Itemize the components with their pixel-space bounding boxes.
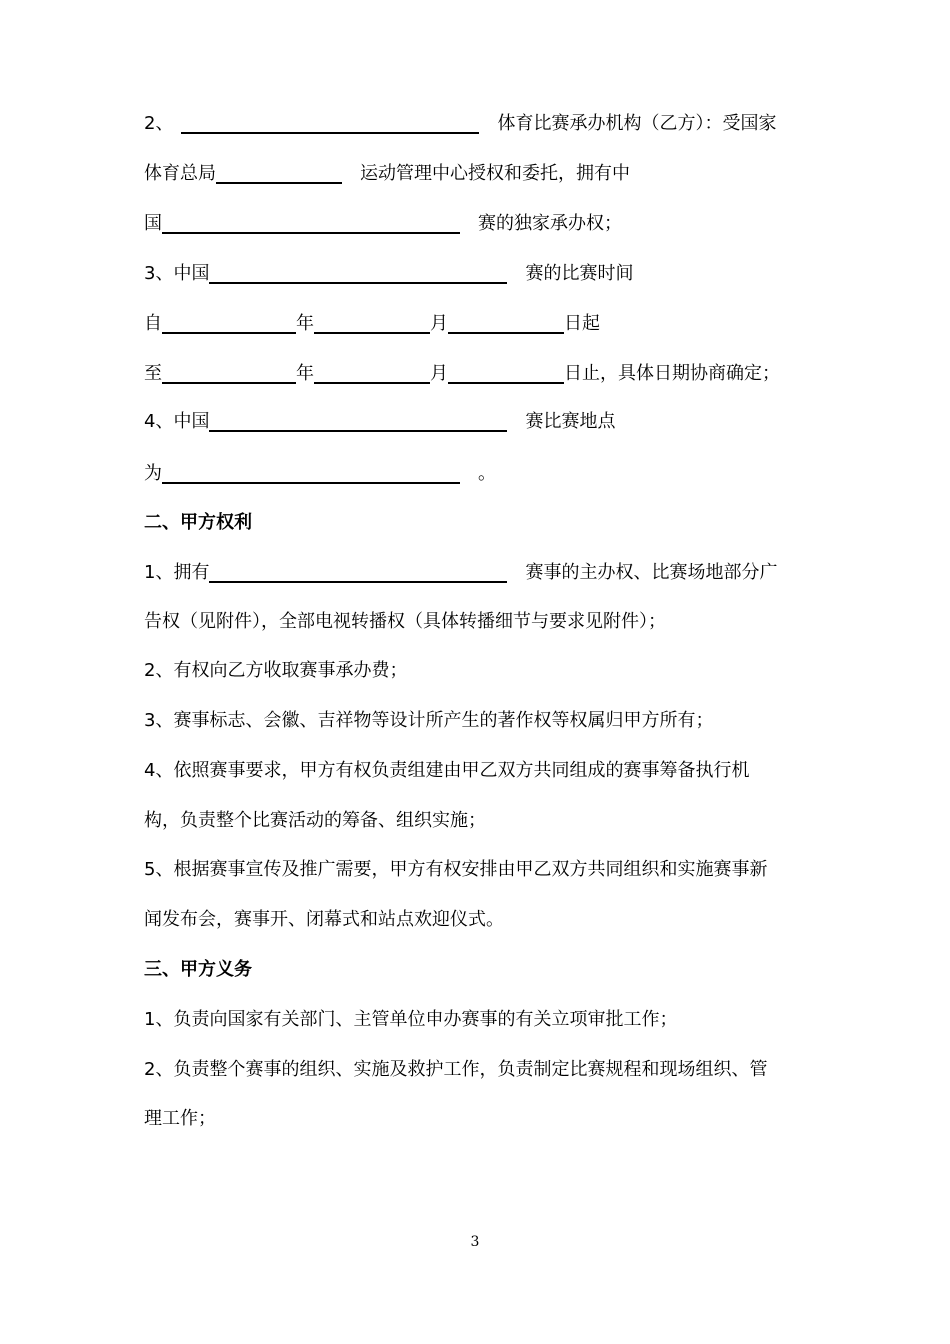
clause-4-line-2: [144, 462, 496, 486]
clause-text: 。: [478, 463, 496, 484]
clause-text: 赛的独家承办权；: [478, 213, 622, 234]
section-heading-party-a-rights: 二、甲方权利: [144, 512, 252, 533]
day-blank[interactable]: [448, 366, 564, 384]
clause-2-line-3: [144, 212, 622, 236]
clause-text: 1、拥有: [144, 562, 210, 583]
clause-text: 赛事的主办权、比赛场地部分广: [525, 562, 778, 583]
rights-item-3: 3、赛事标志、会徽、吉祥物等设计所产生的著作权等权属归甲方所有；: [144, 710, 714, 731]
clause-text: 至: [144, 363, 162, 384]
section-heading-party-a-obligations: 三、甲方义务: [144, 959, 252, 980]
clause-text: 4、中国: [144, 411, 210, 432]
clause-2-line-1: [144, 112, 776, 136]
fill-blank[interactable]: [162, 466, 460, 484]
rights-item-5-line-1: 5、根据赛事宣传及推广需要，甲方有权安排由甲乙双方共同组织和实施赛事新: [144, 859, 768, 880]
rights-item-5-line-2: 闻发布会，赛事开、闭幕式和站点欢迎仪式。: [144, 909, 504, 930]
year-label: 年: [296, 363, 314, 384]
obligations-item-2-line-2: 理工作；: [144, 1108, 216, 1129]
day-blank[interactable]: [448, 316, 564, 334]
clause-text: 体育比赛承办机构（乙方）：受国家: [497, 113, 777, 134]
month-blank[interactable]: [314, 366, 430, 384]
clause-3-line-1: [144, 262, 633, 286]
rights-item-1-line-1: [144, 561, 777, 585]
obligations-item-2-line-1: 2、负责整个赛事的组织、实施及救护工作，负责制定比赛规程和现场组织、管: [144, 1059, 768, 1080]
fill-blank[interactable]: [209, 565, 507, 583]
fill-blank[interactable]: [209, 266, 507, 284]
clause-text: 体育总局: [144, 163, 216, 184]
clause-2-line-2: [144, 162, 630, 186]
clause-4-line-1: [144, 410, 615, 434]
clause-number: 2、: [144, 113, 174, 134]
month-blank[interactable]: [314, 316, 430, 334]
fill-blank[interactable]: [216, 166, 342, 184]
page-number: 3: [470, 1234, 480, 1250]
clause-text: 为: [144, 463, 162, 484]
year-blank[interactable]: [162, 366, 296, 384]
clause-3-start-date: [144, 312, 600, 336]
fill-blank[interactable]: [181, 116, 479, 134]
month-label: 月: [430, 363, 448, 384]
rights-item-2: 2、有权向乙方收取赛事承办费；: [144, 660, 408, 681]
clause-text: 赛比赛地点: [525, 411, 616, 432]
day-label: 日起: [564, 313, 600, 334]
rights-item-4-line-1: 4、依照赛事要求，甲方有权负责组建由甲乙双方共同组成的赛事筹备执行机: [144, 760, 750, 781]
clause-text: 运动管理中心授权和委托，拥有中: [360, 163, 630, 184]
day-label: 日止，具体日期协商确定；: [564, 363, 780, 384]
year-label: 年: [296, 313, 314, 334]
rights-item-1-line-2: 告权（见附件），全部电视转播权（具体转播细节与要求见附件）；: [144, 611, 666, 632]
clause-text: 赛的比赛时间: [525, 263, 634, 284]
rights-item-4-line-2: 构，负责整个比赛活动的筹备、组织实施；: [144, 810, 486, 831]
clause-text: 国: [144, 213, 162, 234]
obligations-item-1: 1、负责向国家有关部门、主管单位申办赛事的有关立项审批工作；: [144, 1009, 678, 1030]
month-label: 月: [430, 313, 448, 334]
clause-text: 自: [144, 313, 162, 334]
fill-blank[interactable]: [162, 216, 460, 234]
year-blank[interactable]: [162, 316, 296, 334]
clause-text: 3、中国: [144, 263, 210, 284]
fill-blank[interactable]: [209, 414, 507, 432]
clause-3-end-date: [144, 362, 780, 386]
